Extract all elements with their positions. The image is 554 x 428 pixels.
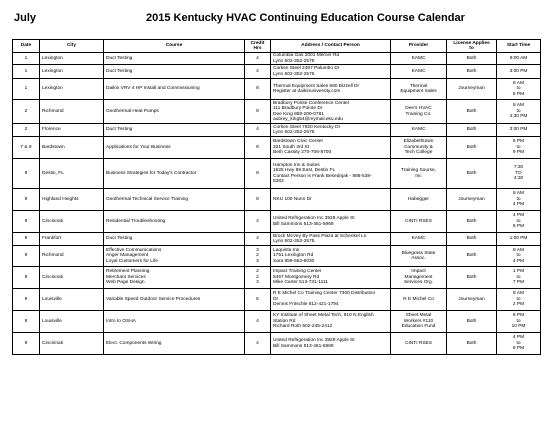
table-row bbox=[13, 311, 541, 333]
cell-date: 9 bbox=[13, 289, 40, 311]
table-row bbox=[13, 289, 541, 311]
cell-license-applies: Journeyman bbox=[447, 289, 497, 311]
cell-city: Cincinnati bbox=[40, 333, 104, 355]
cell-date: 8 bbox=[13, 189, 40, 211]
cell-course: Applications for Your Business bbox=[104, 137, 245, 159]
cell-start-time: 3:00 PM bbox=[497, 65, 541, 79]
cell-start-time: 4 PM to 8 PM bbox=[497, 333, 541, 355]
cell-license-applies: Both bbox=[447, 311, 497, 333]
cell-date: 1 bbox=[13, 65, 40, 79]
table-row bbox=[13, 124, 541, 137]
cell-city: Lexington bbox=[40, 65, 104, 79]
table-row bbox=[13, 53, 541, 65]
column-header-address-contact: Address / Contact Person bbox=[271, 40, 391, 53]
column-header-course: Course bbox=[104, 40, 245, 53]
table-body bbox=[13, 53, 541, 355]
cell-start-time: 8 AM to 2 PM bbox=[497, 289, 541, 311]
cell-date: 9 bbox=[13, 267, 40, 289]
cell-date: 9 bbox=[13, 233, 40, 246]
cell-date: 2 bbox=[13, 100, 40, 124]
cell-course: Duct Testing bbox=[104, 65, 245, 79]
cell-course: Daikin VRV 4 HP Install and Commissioning bbox=[104, 79, 245, 100]
cell-date: 9 bbox=[13, 311, 40, 333]
column-header-license-applies: License Applies to bbox=[447, 40, 497, 53]
table-row bbox=[13, 246, 541, 267]
column-header-start-time: Start Time bbox=[497, 40, 541, 53]
cell-city: Richmond bbox=[40, 246, 104, 267]
cell-credit-hrs: 8 bbox=[245, 79, 271, 100]
cell-city: Highland Heights bbox=[40, 189, 104, 211]
cell-provider: Training Sourse, Inc bbox=[391, 159, 447, 189]
cell-provider: KAMC bbox=[391, 65, 447, 79]
cell-address-contact: United Refrigeration Inc 3929 Apple St Bill Sammons 513-481-5969 bbox=[271, 211, 391, 233]
cell-start-time: 3:00 PM bbox=[497, 124, 541, 137]
cell-address-contact: Corken Steel 7920 Kentucky Dr Lynn 502-352-2575 bbox=[271, 124, 391, 137]
course-calendar-table bbox=[12, 39, 541, 355]
cell-credit-hrs: 8 bbox=[245, 100, 271, 124]
cell-address-contact: Bardstown Civic Center 321 South 3rd St Beth Cassity 270-706-8700 bbox=[271, 137, 391, 159]
cell-license-applies: Both bbox=[447, 124, 497, 137]
table-header-row bbox=[13, 40, 541, 53]
cell-start-time: 9:00 AM bbox=[497, 53, 541, 65]
table-row bbox=[13, 333, 541, 355]
cell-course: Variable Speed Outdoor Service Procedures bbox=[104, 289, 245, 311]
cell-license-applies: Both bbox=[447, 137, 497, 159]
table-row bbox=[13, 233, 541, 246]
cell-credit-hrs: 8 bbox=[245, 159, 271, 189]
cell-license-applies: Both bbox=[447, 246, 497, 267]
cell-provider: Sheet Metal Workers #110 Education Fund bbox=[391, 311, 447, 333]
cell-address-contact: Bradbury Pointe Conference Center 111 Bradbury Pointe Dr Dee King 859-200-0781 aubrey_king54@mymail.eku.edu bbox=[271, 100, 391, 124]
cell-credit-hrs: 4 bbox=[245, 333, 271, 355]
cell-course: Duct Testing bbox=[104, 233, 245, 246]
month-label: July bbox=[14, 12, 37, 24]
cell-provider: KAMC bbox=[391, 233, 447, 246]
cell-credit-hrs: 4 bbox=[245, 53, 271, 65]
cell-course: Business Strategies for Today's Contractor bbox=[104, 159, 245, 189]
cell-start-time: 8 AM to 4:30 PM bbox=[497, 100, 541, 124]
cell-address-contact: NKU 100 Nunn Dr bbox=[271, 189, 391, 211]
cell-course: Residential Troubleshooting bbox=[104, 211, 245, 233]
cell-credit-hrs: 5 bbox=[245, 289, 271, 311]
cell-credit-hrs: 4 bbox=[245, 65, 271, 79]
table-row bbox=[13, 159, 541, 189]
cell-city: Louisville bbox=[40, 289, 104, 311]
cell-provider: CINTI RSES bbox=[391, 333, 447, 355]
cell-start-time: 8 AM to 4 PM bbox=[497, 189, 541, 211]
cell-date: 1 bbox=[13, 79, 40, 100]
cell-date: 9 bbox=[13, 246, 40, 267]
cell-course: Intro to OSHA bbox=[104, 311, 245, 333]
cell-provider: KAMC bbox=[391, 124, 447, 137]
cell-city: Louisville bbox=[40, 311, 104, 333]
cell-city: Destin, FL bbox=[40, 159, 104, 189]
cell-city: Lexington bbox=[40, 79, 104, 100]
cell-credit-hrs: 4 bbox=[245, 311, 271, 333]
cell-date: 2 bbox=[13, 124, 40, 137]
cell-provider: Bluegrass State Assoc. bbox=[391, 246, 447, 267]
cell-course: Geothermal Technical Service Training bbox=[104, 189, 245, 211]
table-row bbox=[13, 79, 541, 100]
cell-city: Bardstown bbox=[40, 137, 104, 159]
cell-license-applies: Both bbox=[447, 159, 497, 189]
table-row bbox=[13, 189, 541, 211]
cell-course: Duct Testing bbox=[104, 53, 245, 65]
cell-license-applies: Both bbox=[447, 65, 497, 79]
cell-course: Geothermal Heat Pumps bbox=[104, 100, 245, 124]
cell-city: Frankfort bbox=[40, 233, 104, 246]
cell-provider: Habegger bbox=[391, 189, 447, 211]
cell-address-contact: Laquinta Inn 1751 Lexington Rd Sara 859-553-6030 bbox=[271, 246, 391, 267]
cell-credit-hrs: 2 2 3 bbox=[245, 267, 271, 289]
cell-address-contact: Corken Steel 2497 Palumbo Dr Lynn 502-352-2575 bbox=[271, 65, 391, 79]
cell-address-contact: Hampton Inn & Suites 1625 Hwy 98 East, Destin FL Contact Person is Frank Besednjak - 888-538- 5383 bbox=[271, 159, 391, 189]
cell-provider: Elizabethtown Community & Tech College bbox=[391, 137, 447, 159]
cell-start-time: 4 PM to 8 PM bbox=[497, 211, 541, 233]
cell-start-time: 6 PM to 10 PM bbox=[497, 311, 541, 333]
cell-provider: KAMC bbox=[391, 53, 447, 65]
column-header-city: City bbox=[40, 40, 104, 53]
cell-address-contact: R E Michel Co Training Center 7300 Distribution Dr Dennis Fritschle 812-421-1794 bbox=[271, 289, 391, 311]
cell-start-time: 6 PM to 9 PM bbox=[497, 137, 541, 159]
table-row bbox=[13, 267, 541, 289]
table-row bbox=[13, 211, 541, 233]
cell-license-applies: Both bbox=[447, 53, 497, 65]
table-row bbox=[13, 65, 541, 79]
cell-date: 8 bbox=[13, 159, 40, 189]
cell-city: Cincinnati bbox=[40, 267, 104, 289]
cell-address-contact: Impact Training Center 5457 Montgomery Rd Mike Carter 513-731-1111 bbox=[271, 267, 391, 289]
cell-course: Retirement Planning Merchant Services Web Page Design bbox=[104, 267, 245, 289]
cell-city: Cincinnati bbox=[40, 211, 104, 233]
cell-address-contact: KY Institute of Sheet Metal Tech, 810 N English Station Rd Richard Roth 502-245-2412 bbox=[271, 311, 391, 333]
cell-city: Florence bbox=[40, 124, 104, 137]
column-header-date: Date bbox=[13, 40, 40, 53]
cell-city: Lexington bbox=[40, 53, 104, 65]
cell-credit-hrs: 4 bbox=[245, 124, 271, 137]
cell-license-applies: Both bbox=[447, 211, 497, 233]
cell-address-contact: Brock McVey By Pass Plaza at Schenkel Ln Lynn 502-352-2575 bbox=[271, 233, 391, 246]
cell-course: Duct Testing bbox=[104, 124, 245, 137]
cell-credit-hrs: 3 2 3 bbox=[245, 246, 271, 267]
cell-start-time: 8 AM to 5 PM bbox=[497, 79, 541, 100]
cell-credit-hrs: 8 bbox=[245, 137, 271, 159]
table-row bbox=[13, 137, 541, 159]
cell-license-applies: Both bbox=[447, 267, 497, 289]
cell-start-time: 7:30 TO 4:30 bbox=[497, 159, 541, 189]
cell-city: Richmond bbox=[40, 100, 104, 124]
cell-license-applies: Both bbox=[447, 233, 497, 246]
column-header-credit-hrs: Credit Hrs bbox=[245, 40, 271, 53]
cell-license-applies: Both bbox=[447, 100, 497, 124]
cell-date: 7 & 9 bbox=[13, 137, 40, 159]
cell-course: Elect. Components Wiring bbox=[104, 333, 245, 355]
cell-license-applies: Journeyman bbox=[447, 79, 497, 100]
table-row bbox=[13, 100, 541, 124]
cell-start-time: 1:00 PM bbox=[497, 233, 541, 246]
cell-address-contact: United Refrigeration Inc 3929 Apple St Bill Sammons 513-481-5969 bbox=[271, 333, 391, 355]
column-header-provider: Provider bbox=[391, 40, 447, 53]
cell-date: 8 bbox=[13, 211, 40, 233]
cell-course: Effective Communications Anger Management Loyal Customers for Life bbox=[104, 246, 245, 267]
cell-provider: Dee's HVAC Training Co. bbox=[391, 100, 447, 124]
cell-provider: Impact Management Services Org. bbox=[391, 267, 447, 289]
cell-license-applies: Both bbox=[447, 333, 497, 355]
cell-provider: Thermal Equipment Sales bbox=[391, 79, 447, 100]
cell-address-contact: Columbia Gas 2001 Mercer Rd Lynn 502-352-2575 bbox=[271, 53, 391, 65]
cell-license-applies: Journeyman bbox=[447, 189, 497, 211]
page-title: 2015 Kentucky HVAC Continuing Education Course Calendar bbox=[146, 12, 465, 24]
cell-date: 9 bbox=[13, 333, 40, 355]
cell-provider: R E Michel Co bbox=[391, 289, 447, 311]
cell-start-time: 8 AM to 4 PM bbox=[497, 246, 541, 267]
cell-provider: CINTI RSES bbox=[391, 211, 447, 233]
cell-address-contact: Thermal Equipment Sales 680 Bizzell Dr Register at daikinuniversity.com bbox=[271, 79, 391, 100]
cell-credit-hrs: 8 bbox=[245, 189, 271, 211]
cell-start-time: 1 PM to 7 PM bbox=[497, 267, 541, 289]
cell-date: 1 bbox=[13, 53, 40, 65]
cell-credit-hrs: 4 bbox=[245, 233, 271, 246]
cell-credit-hrs: 4 bbox=[245, 211, 271, 233]
